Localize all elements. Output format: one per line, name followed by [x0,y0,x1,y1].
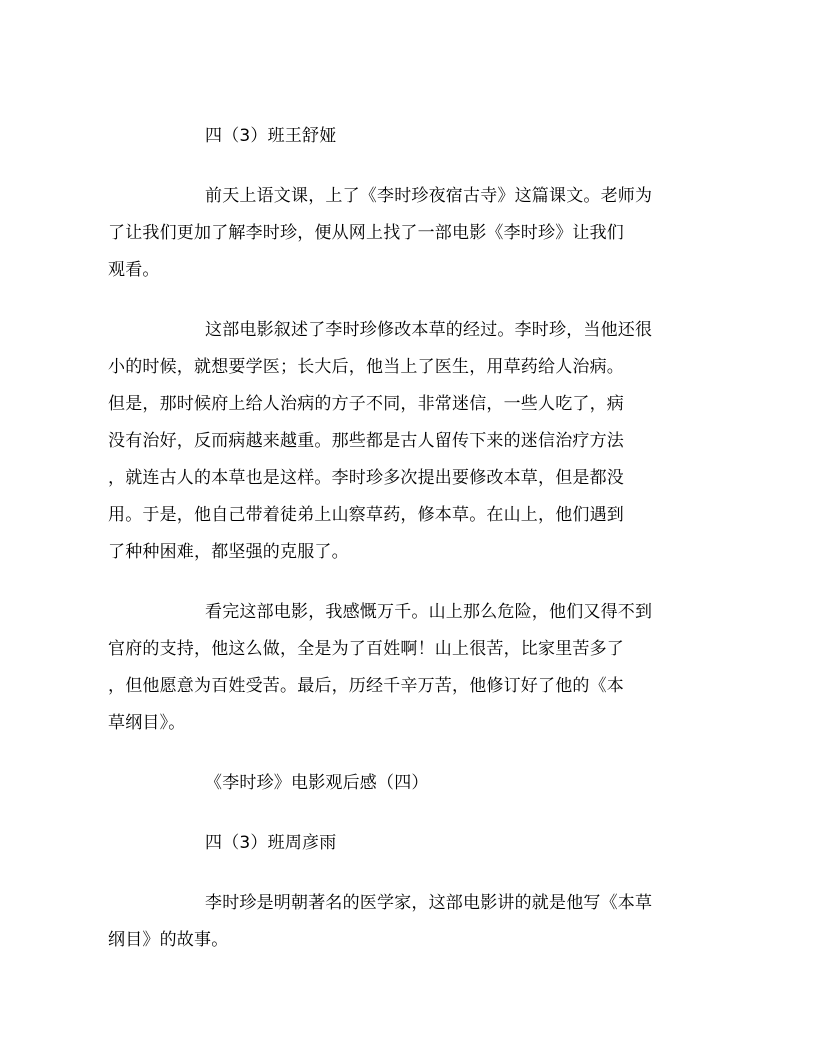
paragraph-line: 看完这部电影，我感慨万千。山上那么危险，他们又得不到 [205,602,653,622]
paragraph-line: 用。于是，他自己带着徒弟上山察草药，修本草。在山上，他们遇到 [108,505,624,525]
paragraph-line: 了种种困难，都坚强的克服了。 [108,542,349,562]
paragraph-line: 小的时候，就想要学医；长大后，他当上了医生，用草药给人治病。 [108,357,624,377]
author-line: 四（3）班王舒娅 [205,126,337,146]
paragraph-line: 观看。 [108,260,160,280]
paragraph-line: 李时珍是明朝著名的医学家，这部电影讲的就是他写《本草 [205,893,653,913]
paragraph-line: ，但他愿意为百姓受苦。最后，历经千辛万苦，他修订好了他的《本 [108,676,624,696]
paragraph-line: 了让我们更加了解李时珍，便从网上找了一部电影《李时珍》让我们 [108,223,624,243]
paragraph-line: ，就连古人的本草也是这样。李时珍多次提出要修改本草，但是都没 [108,468,624,488]
paragraph-line: 纲目》的故事。 [108,930,229,950]
paragraph-line: 官府的支持，他这么做，全是为了百姓啊！山上很苦，比家里苦多了 [108,639,624,659]
paragraph-line: 草纲目》。 [108,713,186,733]
author-line: 四（3）班周彦雨 [205,833,337,853]
paragraph-line: 前天上语文课，上了《李时珍夜宿古寺》这篇课文。老师为 [205,186,653,206]
paragraph-line: 这部电影叙述了李时珍修改本草的经过。李时珍，当他还很 [205,320,653,340]
paragraph-line: 但是，那时候府上给人治病的方子不同，非常迷信，一些人吃了，病 [108,394,624,414]
section-title: 《李时珍》电影观后感（四） [205,773,429,793]
paragraph-line: 没有治好，反而病越来越重。那些都是古人留传下来的迷信治疗方法 [108,431,624,451]
